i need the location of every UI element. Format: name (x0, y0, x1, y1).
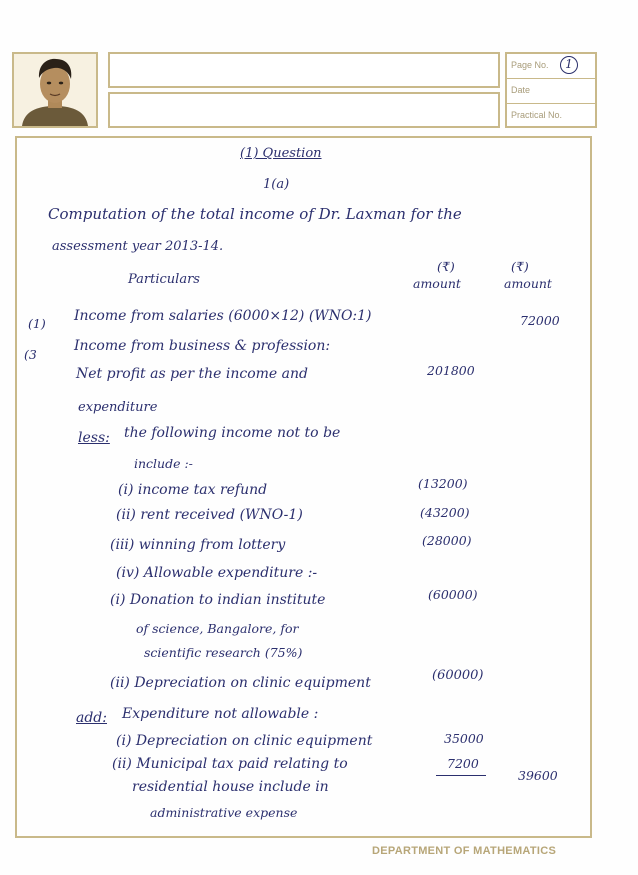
header-field-1 (108, 52, 500, 88)
add-item-ii-line-3: administrative expense (150, 805, 298, 820)
item-1-number: (1) (28, 316, 46, 331)
allowable-item-ii: (ii) Depreciation on clinic equipment (110, 675, 371, 691)
allowable-item-i-line-3: scientific research (75%) (144, 645, 303, 660)
add-label: add: (76, 710, 107, 726)
column-particulars: Particulars (128, 272, 200, 287)
column-amount2-symbol: (₹) (511, 259, 529, 274)
page-label: Page No. (511, 60, 549, 70)
practical-label: Practical No. (511, 110, 563, 120)
practical-row (507, 104, 595, 129)
less-item-i-amount: (13200) (418, 476, 468, 491)
item-1-text: Income from salaries (6000×12) (WNO:1) (74, 308, 372, 324)
less-item-iii-amount: (28000) (422, 533, 472, 548)
date-row (507, 79, 595, 104)
item-2-text: Income from business & profession: (74, 338, 331, 354)
add-item-i: (i) Depreciation on clinic equipment (116, 733, 373, 749)
header-field-2 (108, 92, 500, 128)
column-amount1-symbol: (₹) (437, 259, 455, 274)
net-profit-line-1: Net profit as per the income and (76, 366, 308, 382)
allowable-heading: (iv) Allowable expenditure :- (116, 565, 318, 581)
item-1-amount: 72000 (520, 313, 560, 328)
net-profit-amount: 201800 (427, 363, 475, 378)
date-label: Date (511, 85, 531, 95)
portrait-icon (14, 54, 96, 126)
add-item-ii-amount: 7200 (447, 756, 479, 771)
allowable-item-i-line-2: of science, Bangalore, for (136, 621, 299, 636)
page-number-row (507, 54, 595, 79)
subtotal-rule (436, 775, 486, 776)
question-heading: (1) Question (240, 146, 322, 161)
less-item-ii-amount: (43200) (420, 505, 470, 520)
less-line-2: include :- (134, 456, 193, 471)
less-item-i: (i) income tax refund (118, 482, 268, 498)
portrait-image (12, 52, 98, 128)
add-heading: Expenditure not allowable : (122, 706, 319, 722)
allowable-item-i-amount: (60000) (428, 587, 478, 602)
add-item-i-amount: 35000 (444, 731, 484, 746)
less-label: less: (78, 430, 110, 446)
title-line-1: Computation of the total income of Dr. Laxman for the (48, 205, 462, 223)
page-number: 1 (560, 56, 578, 74)
less-item-ii: (ii) rent received (WNO-1) (116, 507, 303, 523)
less-item-iii: (iii) winning from lottery (110, 537, 286, 553)
less-line-1: the following income not to be (124, 425, 341, 441)
add-total-amount: 39600 (518, 768, 558, 783)
page-info-box (505, 52, 597, 128)
column-amount1: amount (413, 276, 461, 291)
add-item-ii-line-2: residential house include in (132, 779, 329, 795)
add-item-ii-line-1: (ii) Municipal tax paid relating to (112, 756, 348, 772)
part-heading: 1(a) (263, 177, 290, 192)
column-amount2: amount (504, 276, 552, 291)
item-2-number: (3 (24, 347, 37, 362)
allowable-item-ii-amount: (60000) (432, 668, 484, 683)
net-profit-line-2: expenditure (78, 400, 158, 415)
allowable-item-i-line-1: (i) Donation to indian institute (110, 592, 326, 608)
footer-department: DEPARTMENT OF MATHEMATICS (372, 845, 557, 857)
title-line-2: assessment year 2013-14. (52, 239, 224, 254)
